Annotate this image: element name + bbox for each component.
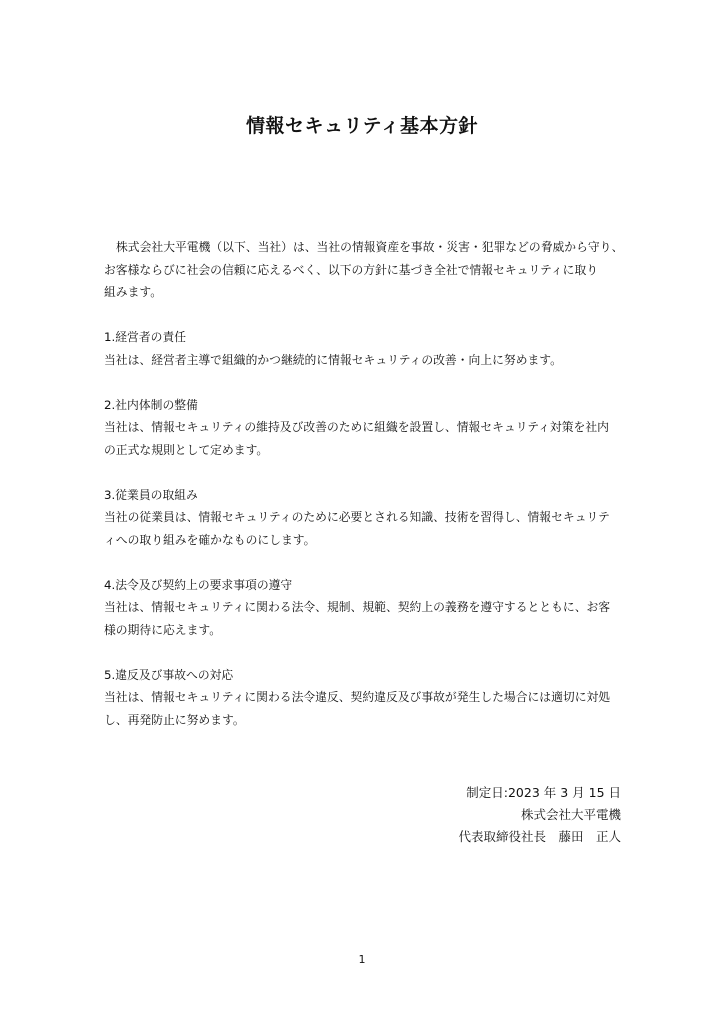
company-name: 株式会社大平電機: [520, 807, 621, 822]
section-heading: 5.違反及び事故への対応: [104, 667, 234, 682]
signature-block: [458, 782, 621, 848]
page-number: 1: [358, 953, 366, 966]
enactment-date: 制定日:2023 年 3 月 15 日: [466, 785, 621, 800]
section-text: ィへの取り組みを確かなものにします。: [104, 532, 316, 547]
section-heading: 3.従業員の取組み: [104, 487, 198, 502]
document-body: [104, 236, 624, 731]
policy-section-3: [104, 484, 624, 552]
representative-name: 代表取締役社長 藤田 正人: [458, 829, 621, 844]
section-text: 当社は、情報セキュリティに関わる法令、規制、規範、契約上の義務を遵守するとともに、お客: [104, 600, 611, 614]
section-text: 当社は、経営者主導で組織的かつ継続的に情報セキュリティの改善・向上に努めます。: [104, 352, 562, 367]
intro-line: 組みます。: [104, 285, 163, 299]
section-text: 当社の従業員は、情報セキュリティのために必要とされる知識、技術を習得し、情報セキュリテ: [104, 510, 610, 524]
intro-line: お客様ならびに社会の信頼に応えるべく、以下の方針に基づき全社で情報セキュリティに取り: [104, 262, 599, 277]
section-text: 当社は、情報セキュリティに関わる法令違反、契約違反及び事故が発生した場合には適切に対処: [104, 690, 611, 704]
policy-section-4: [104, 574, 624, 642]
section-text: 当社は、情報セキュリティの維持及び改善のために組織を設置し、情報セキュリティ対策を社内: [104, 420, 609, 434]
policy-section-1: [104, 326, 624, 371]
intro-paragraph: [104, 236, 624, 304]
section-text: の正式な規則として定めます。: [104, 442, 269, 457]
section-heading: 4.法令及び契約上の要求事項の遵守: [104, 577, 293, 592]
section-heading: 1.経営者の責任: [104, 330, 187, 344]
section-heading: 2.社内体制の整備: [104, 397, 198, 412]
document-title: 情報セキュリティ基本方針: [245, 115, 479, 137]
intro-line: 株式会社大平電機（以下、当社）は、当社の情報資産を事故・災害・犯罪などの脅威から守り、: [116, 240, 624, 254]
section-text: 様の期待に応えます。: [104, 622, 222, 637]
policy-section-5: [104, 664, 624, 732]
section-text: し、再発防止に努めます。: [104, 712, 245, 727]
policy-section-2: [104, 394, 624, 462]
